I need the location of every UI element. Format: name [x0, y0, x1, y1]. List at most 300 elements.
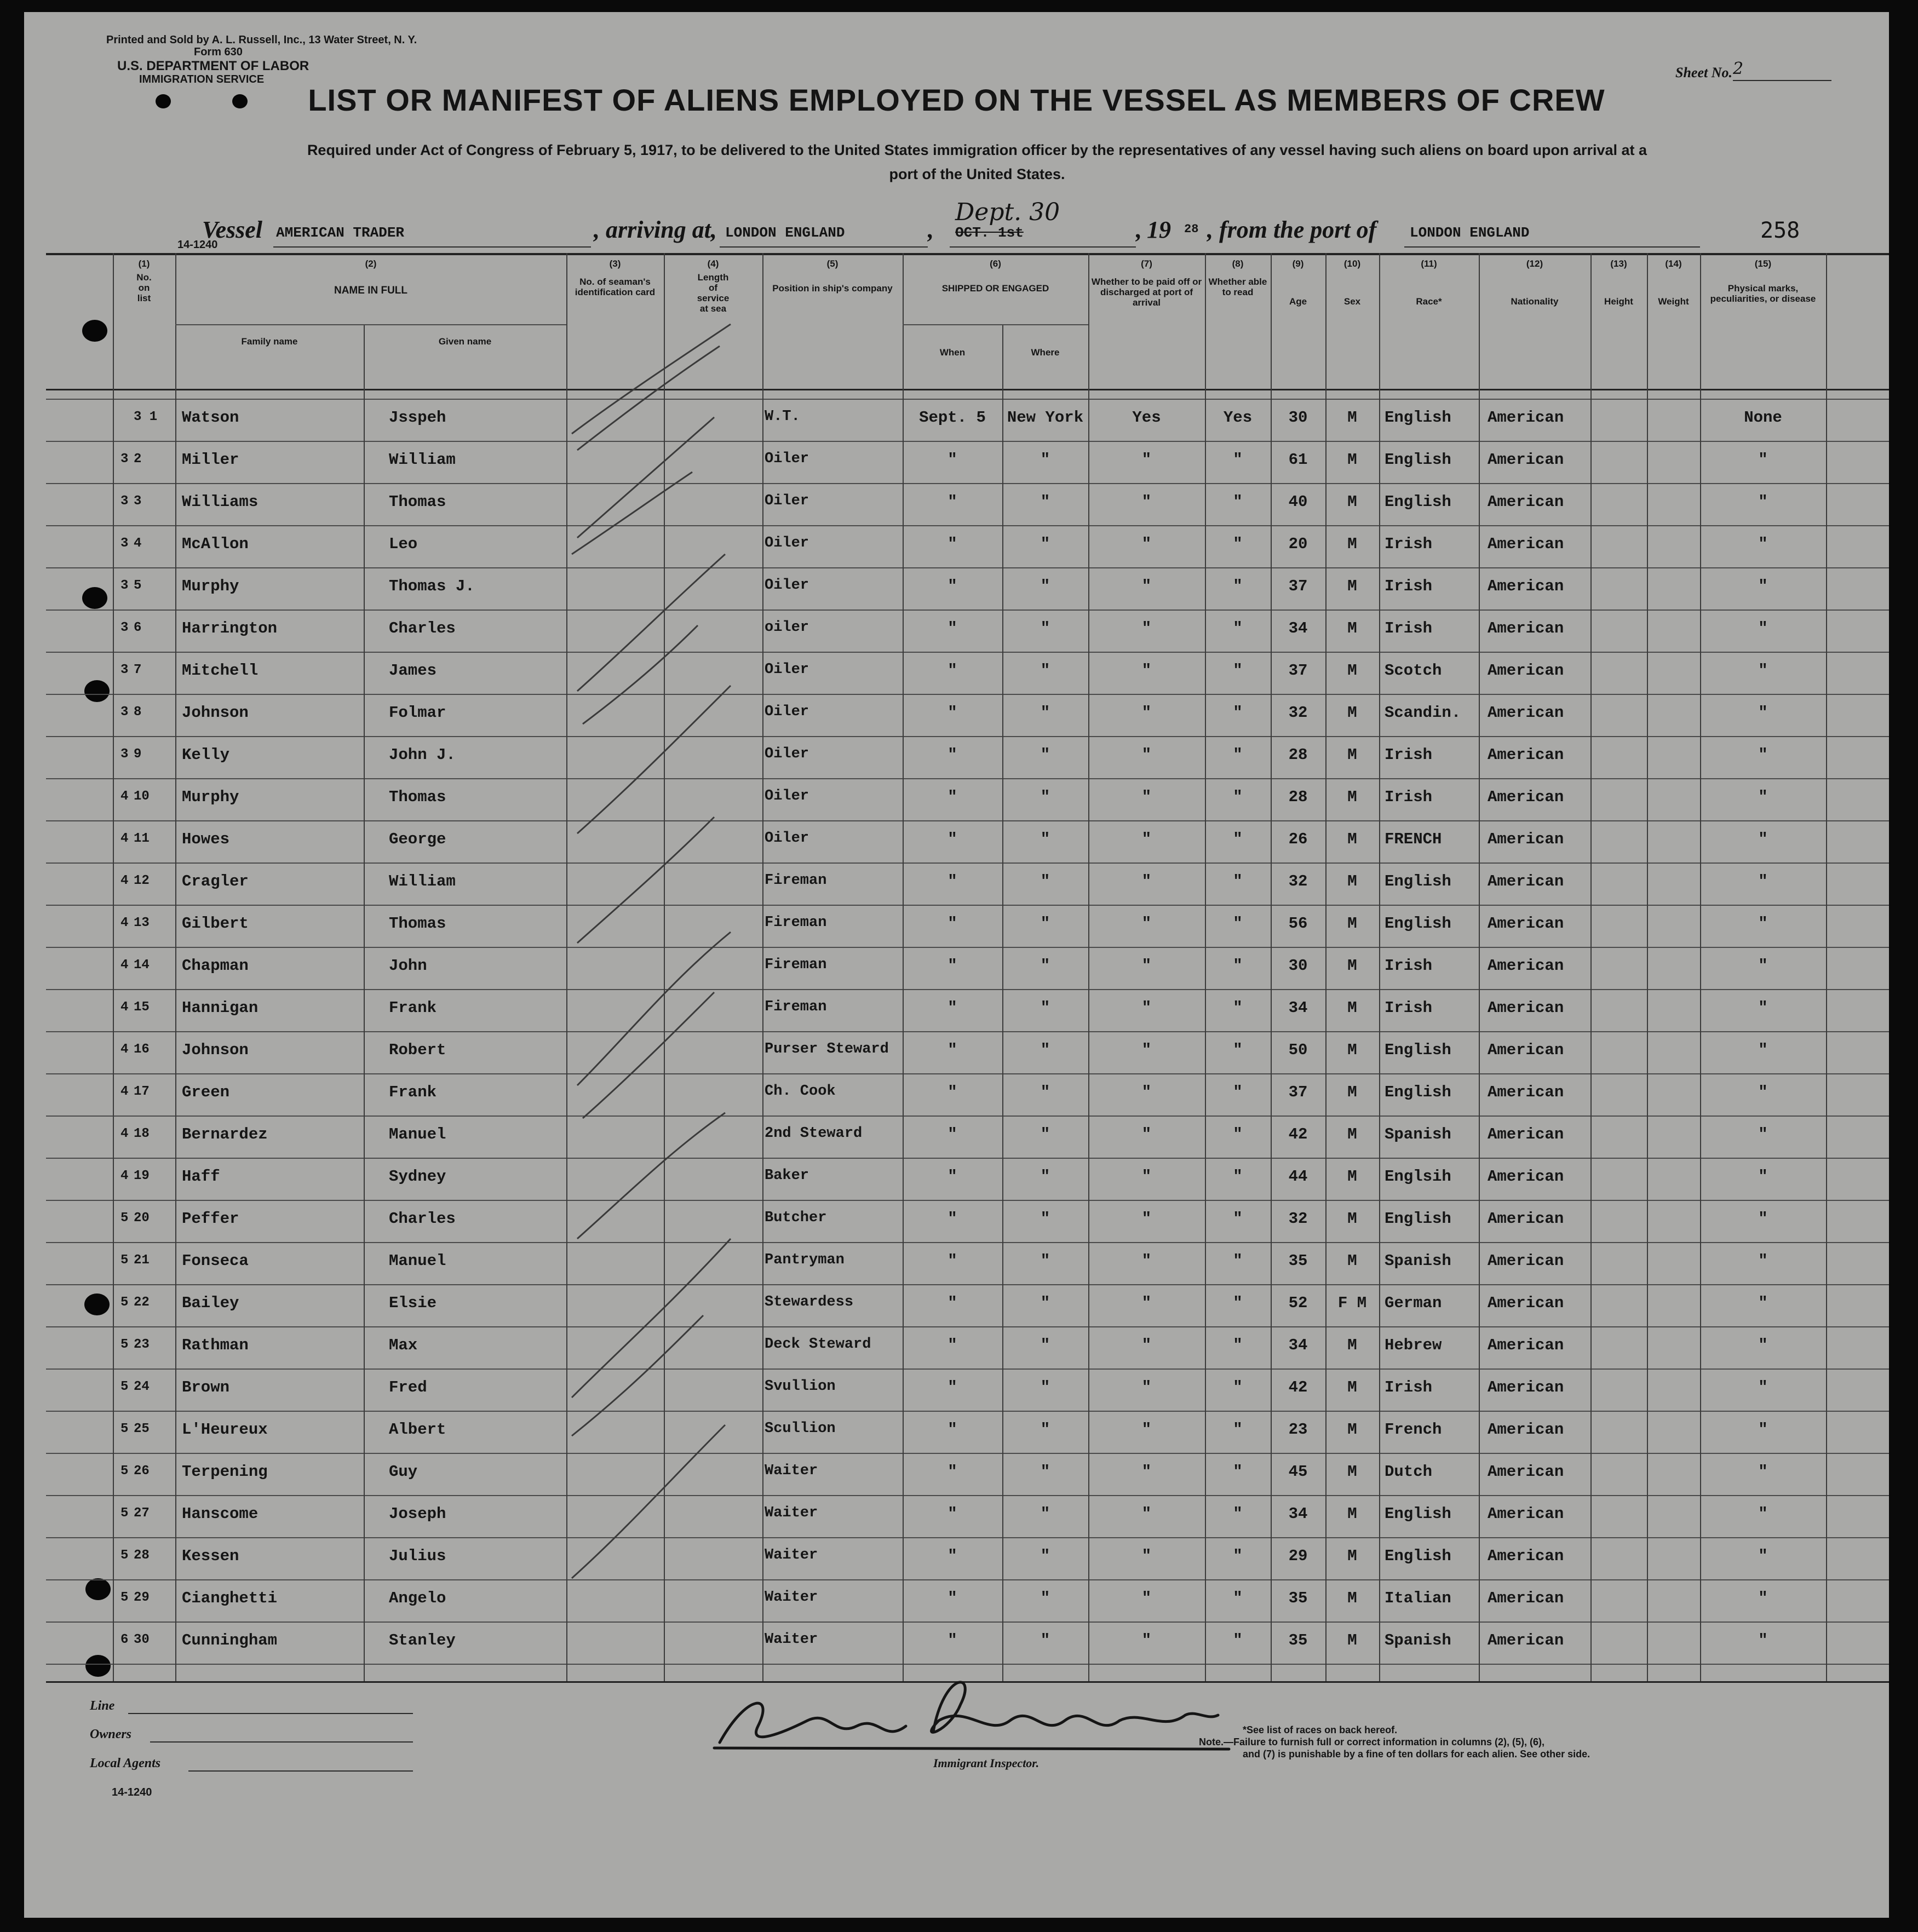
- family-name: Miller: [182, 451, 239, 469]
- age: 28: [1288, 788, 1308, 806]
- position: Oiler: [765, 830, 809, 847]
- sheet-mark: 5: [120, 1211, 129, 1226]
- position: Deck Steward: [765, 1336, 871, 1353]
- age: 32: [1288, 1210, 1308, 1228]
- given-name: Max: [389, 1336, 418, 1354]
- nationality: American: [1488, 830, 1564, 848]
- nationality: American: [1488, 1505, 1564, 1523]
- vessel-label: Vessel: [202, 216, 262, 243]
- age: 40: [1288, 493, 1308, 511]
- age: 32: [1288, 872, 1308, 890]
- col-number: (8): [1232, 258, 1244, 269]
- sex: M: [1347, 409, 1357, 427]
- shipped-when: ": [947, 1336, 957, 1354]
- col-number: (9): [1292, 258, 1304, 269]
- shipped-when: ": [947, 577, 957, 595]
- sex: M: [1347, 1631, 1357, 1649]
- given-name: Stanley: [389, 1631, 456, 1649]
- paid-off: ": [1141, 1631, 1152, 1649]
- list-number: 30: [134, 1632, 150, 1647]
- given-name: Thomas: [389, 788, 446, 806]
- age: 32: [1288, 704, 1308, 722]
- able-to-read: ": [1233, 1168, 1243, 1186]
- paid-off: ": [1141, 1252, 1152, 1270]
- nationality: American: [1488, 451, 1564, 469]
- shipped-where: ": [1040, 1421, 1050, 1439]
- position: Fireman: [765, 915, 827, 931]
- col-header-when: When: [939, 347, 966, 358]
- punch-hole: [82, 587, 107, 609]
- sheet-mark: 5: [120, 1464, 129, 1479]
- position: Butcher: [765, 1210, 827, 1226]
- age: 35: [1288, 1252, 1308, 1270]
- able-to-read: ": [1233, 915, 1243, 933]
- paid-off: ": [1141, 830, 1152, 848]
- nationality: American: [1488, 788, 1564, 806]
- col-header-position: Position in ship's company: [772, 283, 893, 294]
- position: Scullion: [765, 1421, 836, 1437]
- col-header-id-card: No. of seaman's identification card: [575, 277, 656, 297]
- shipped-where: ": [1040, 1631, 1050, 1649]
- able-to-read: ": [1233, 830, 1243, 848]
- physical-marks: ": [1758, 1083, 1768, 1101]
- family-name: Murphy: [182, 577, 239, 595]
- paid-off: ": [1141, 1083, 1152, 1101]
- given-name: James: [389, 662, 437, 680]
- sex: M: [1347, 1589, 1357, 1607]
- list-number: 7: [134, 663, 142, 677]
- family-name: Johnson: [182, 1041, 249, 1059]
- race: English: [1385, 872, 1451, 890]
- sheet-mark: 3: [120, 536, 129, 551]
- able-to-read: ": [1233, 451, 1243, 469]
- shipped-where: ": [1040, 872, 1050, 890]
- position: Pantryman: [765, 1252, 845, 1268]
- shipped-where: ": [1040, 493, 1050, 511]
- able-to-read: ": [1233, 1421, 1243, 1439]
- shipped-when: ": [947, 830, 957, 848]
- list-number: 3 1: [134, 410, 158, 424]
- nationality: American: [1488, 1378, 1564, 1396]
- paid-off: ": [1141, 1041, 1152, 1059]
- shipped-when: ": [947, 451, 957, 469]
- physical-marks: ": [1758, 1336, 1768, 1354]
- paid-off: ": [1141, 1168, 1152, 1186]
- sheet-mark: 3: [120, 747, 129, 762]
- sex: M: [1347, 1505, 1357, 1523]
- physical-marks: ": [1758, 1421, 1768, 1439]
- sex: M: [1347, 493, 1357, 511]
- race: Irish: [1385, 957, 1433, 975]
- family-name: Johnson: [182, 704, 249, 722]
- position: Waiter: [765, 1547, 818, 1563]
- position: Fireman: [765, 957, 827, 973]
- able-to-read: ": [1233, 1589, 1243, 1607]
- list-number: 19: [134, 1169, 150, 1183]
- sheet-mark: 4: [120, 916, 129, 930]
- list-number: 18: [134, 1126, 150, 1141]
- sheet-mark: 4: [120, 958, 129, 973]
- race: Irish: [1385, 746, 1433, 764]
- shipped-when: ": [947, 1463, 957, 1481]
- local-agents-label: Local Agents: [90, 1756, 161, 1770]
- inspector-signature: [703, 1660, 1262, 1764]
- shipped-when: Sept. 5: [919, 409, 986, 427]
- race: Hebrew: [1385, 1336, 1442, 1354]
- family-name: Mitchell: [182, 662, 259, 680]
- given-name: Manuel: [389, 1252, 446, 1270]
- able-to-read: ": [1233, 1125, 1243, 1143]
- given-name: Charles: [389, 619, 456, 637]
- form-id-top: 14-1240: [177, 239, 218, 251]
- able-to-read: ": [1233, 1336, 1243, 1354]
- physical-marks: ": [1758, 1210, 1768, 1228]
- physical-marks: ": [1758, 535, 1768, 553]
- position: Oiler: [765, 451, 809, 467]
- nationality: American: [1488, 872, 1564, 890]
- physical-marks: ": [1758, 1547, 1768, 1565]
- paid-off: ": [1141, 999, 1152, 1017]
- physical-marks: ": [1758, 619, 1768, 637]
- given-name: Elsie: [389, 1294, 437, 1312]
- list-number: 3: [134, 494, 142, 509]
- able-to-read: ": [1233, 788, 1243, 806]
- sex: M: [1347, 1041, 1357, 1059]
- nationality: American: [1488, 619, 1564, 637]
- shipped-when: ": [947, 1210, 957, 1228]
- col-header-physical-marks: Physical marks, peculiarities, or disease: [1710, 283, 1816, 304]
- sheet-mark: 3: [120, 494, 129, 509]
- paid-off: ": [1141, 957, 1152, 975]
- comma: ,: [1136, 216, 1142, 243]
- shipped-where: ": [1040, 1083, 1050, 1101]
- sheet-mark: 3: [120, 663, 129, 677]
- col-number: (3): [609, 258, 621, 269]
- nationality: American: [1488, 662, 1564, 680]
- physical-marks: ": [1758, 493, 1768, 511]
- family-name: Brown: [182, 1378, 230, 1396]
- able-to-read: ": [1233, 1505, 1243, 1523]
- age: 50: [1288, 1041, 1308, 1059]
- age: 37: [1288, 662, 1308, 680]
- nationality: American: [1488, 1463, 1564, 1481]
- list-number: 28: [134, 1548, 150, 1563]
- given-name: Charles: [389, 1210, 456, 1228]
- sex: M: [1347, 788, 1357, 806]
- physical-marks: ": [1758, 1294, 1768, 1312]
- nationality: American: [1488, 1041, 1564, 1059]
- given-name: Leo: [389, 535, 418, 553]
- sex: M: [1347, 915, 1357, 933]
- sex: M: [1347, 1125, 1357, 1143]
- able-to-read: ": [1233, 1083, 1243, 1101]
- arriving-label: , arriving at,: [594, 216, 717, 243]
- shipped-where: ": [1040, 1294, 1050, 1312]
- age: 34: [1288, 999, 1308, 1017]
- shipped-when: ": [947, 493, 957, 511]
- race: English: [1385, 915, 1451, 933]
- sex: M: [1347, 957, 1357, 975]
- col-number: (7): [1141, 258, 1152, 269]
- shipped-when: ": [947, 1505, 957, 1523]
- paid-off: ": [1141, 1589, 1152, 1607]
- able-to-read: ": [1233, 746, 1243, 764]
- physical-marks: ": [1758, 957, 1768, 975]
- able-to-read: ": [1233, 1294, 1243, 1312]
- punch-hole: [84, 1293, 110, 1315]
- col-number: (5): [826, 258, 839, 269]
- age: 42: [1288, 1125, 1308, 1143]
- shipped-when: ": [947, 1378, 957, 1396]
- sheet-mark: 3: [120, 578, 129, 593]
- shipped-where: ": [1040, 1336, 1050, 1354]
- race: Spanish: [1385, 1252, 1451, 1270]
- race: FRENCH: [1385, 830, 1442, 848]
- list-number: 26: [134, 1464, 150, 1479]
- list-number: 29: [134, 1590, 150, 1605]
- physical-marks: ": [1758, 746, 1768, 764]
- race: Spanish: [1385, 1631, 1451, 1649]
- shipped-where: ": [1040, 1589, 1050, 1607]
- able-to-read: ": [1233, 1631, 1243, 1649]
- shipped-when: ": [947, 746, 957, 764]
- given-name: Fred: [389, 1378, 427, 1396]
- nationality: American: [1488, 577, 1564, 595]
- sheet-mark: 3: [120, 620, 129, 635]
- age: 20: [1288, 535, 1308, 553]
- from-port-label: , from the port of: [1207, 216, 1377, 243]
- family-name: Murphy: [182, 788, 239, 806]
- position: Ch. Cook: [765, 1083, 836, 1100]
- nationality: American: [1488, 1294, 1564, 1312]
- shipped-where: ": [1040, 830, 1050, 848]
- able-to-read: ": [1233, 872, 1243, 890]
- position: Waiter: [765, 1631, 818, 1648]
- sheet-mark: 4: [120, 1169, 129, 1183]
- physical-marks: ": [1758, 662, 1768, 680]
- sex: M: [1347, 535, 1357, 553]
- physical-marks: ": [1758, 915, 1768, 933]
- col-number: (11): [1421, 258, 1437, 269]
- race: English: [1385, 1083, 1451, 1101]
- race: Irish: [1385, 999, 1433, 1017]
- shipped-where: ": [1040, 577, 1050, 595]
- shipped-when: ": [947, 1083, 957, 1101]
- age: 35: [1288, 1631, 1308, 1649]
- paid-off: ": [1141, 746, 1152, 764]
- shipped-when: ": [947, 1421, 957, 1439]
- sheet-mark: 5: [120, 1295, 129, 1310]
- col-header-able-to-read: Whether able to read: [1208, 277, 1267, 297]
- position: 2nd Steward: [765, 1125, 863, 1142]
- sex: M: [1347, 1336, 1357, 1354]
- race: English: [1385, 493, 1451, 511]
- paid-off: ": [1141, 1125, 1152, 1143]
- requirement-line-2: port of the United States.: [889, 166, 1065, 182]
- shipped-where: ": [1040, 915, 1050, 933]
- given-name: Joseph: [389, 1505, 446, 1523]
- able-to-read: ": [1233, 577, 1243, 595]
- inspector-label: Immigrant Inspector.: [933, 1756, 1040, 1770]
- position: Oiler: [765, 577, 809, 594]
- shipped-when: ": [947, 1041, 957, 1059]
- list-number: 25: [134, 1422, 150, 1436]
- position: Oiler: [765, 704, 809, 720]
- given-name: Frank: [389, 999, 437, 1017]
- sex: M: [1347, 1421, 1357, 1439]
- given-name: Robert: [389, 1041, 446, 1059]
- sheet-mark: 5: [120, 1506, 129, 1521]
- col-number: (15): [1754, 258, 1772, 269]
- col-number: (14): [1665, 258, 1682, 269]
- position: Fireman: [765, 872, 827, 889]
- typed-date-struck: OCT. 1st: [955, 225, 1024, 241]
- year-suffix: 28: [1184, 222, 1199, 236]
- race: English: [1385, 1210, 1451, 1228]
- shipped-where: ": [1040, 1252, 1050, 1270]
- shipped-when: ": [947, 957, 957, 975]
- sheet-mark: 3: [120, 452, 129, 467]
- physical-marks: ": [1758, 577, 1768, 595]
- list-number: 11: [134, 831, 150, 846]
- shipped-when: ": [947, 1547, 957, 1565]
- family-name: Fonseca: [182, 1252, 249, 1270]
- shipped-when: ": [947, 1125, 957, 1143]
- paid-off: ": [1141, 872, 1152, 890]
- sheet-mark: 3: [120, 705, 129, 720]
- list-number: 9: [134, 747, 142, 762]
- able-to-read: ": [1233, 1463, 1243, 1481]
- paid-off: ": [1141, 1294, 1152, 1312]
- nationality: American: [1488, 535, 1564, 553]
- given-name: George: [389, 830, 446, 848]
- col-header-list-no: No. on list: [136, 272, 152, 303]
- sheet-mark: 6: [120, 1632, 129, 1647]
- paid-off: Yes: [1132, 409, 1161, 427]
- race: Scandin.: [1385, 704, 1461, 722]
- paid-off: ": [1141, 704, 1152, 722]
- family-name: Howes: [182, 830, 230, 848]
- position: W.T.: [765, 409, 800, 425]
- race: Irish: [1385, 1378, 1433, 1396]
- owners-label: Owners: [90, 1727, 132, 1741]
- age: 26: [1288, 830, 1308, 848]
- family-name: Cunningham: [182, 1631, 278, 1649]
- family-name: Watson: [182, 409, 239, 427]
- col-header-height: Height: [1604, 296, 1633, 307]
- nationality: American: [1488, 999, 1564, 1017]
- given-name: William: [389, 872, 456, 890]
- shipped-when: ": [947, 1252, 957, 1270]
- shipped-where: New York: [1007, 409, 1084, 427]
- age: 34: [1288, 619, 1308, 637]
- position: Waiter: [765, 1589, 818, 1606]
- sex: M: [1347, 619, 1357, 637]
- col-header-sex: Sex: [1343, 296, 1361, 307]
- shipped-where: ": [1040, 746, 1050, 764]
- list-number: 4: [134, 536, 142, 551]
- physical-marks: ": [1758, 1252, 1768, 1270]
- sex: M: [1347, 577, 1357, 595]
- family-name: Hanscome: [182, 1505, 259, 1523]
- service-name: IMMIGRATION SERVICE: [139, 73, 265, 85]
- nationality: American: [1488, 1083, 1564, 1101]
- sheet-mark: 5: [120, 1548, 129, 1563]
- paid-off: ": [1141, 619, 1152, 637]
- race: English: [1385, 1547, 1451, 1565]
- age: 29: [1288, 1547, 1308, 1565]
- sheet-mark: 5: [120, 1253, 129, 1268]
- age: 30: [1288, 409, 1308, 427]
- age: 34: [1288, 1505, 1308, 1523]
- col-header-name: NAME IN FULL: [334, 285, 408, 296]
- sheet-mark: 4: [120, 789, 129, 804]
- col-header-weight: Weight: [1658, 296, 1689, 307]
- paid-off: ": [1141, 1421, 1152, 1439]
- sex: M: [1347, 1463, 1357, 1481]
- age: 28: [1288, 746, 1308, 764]
- able-to-read: ": [1233, 957, 1243, 975]
- shipped-when: ": [947, 1631, 957, 1649]
- nationality: American: [1488, 1589, 1564, 1607]
- year-prefix: 19: [1147, 216, 1171, 243]
- age: 34: [1288, 1336, 1308, 1354]
- paid-off: ": [1141, 1336, 1152, 1354]
- col-number: (2): [365, 258, 377, 269]
- physical-marks: ": [1758, 999, 1768, 1017]
- family-name: Cragler: [182, 872, 249, 890]
- paid-off: ": [1141, 788, 1152, 806]
- sheet-mark: 5: [120, 1337, 129, 1352]
- sex: M: [1347, 1547, 1357, 1565]
- list-number: 17: [134, 1084, 150, 1099]
- list-number: 12: [134, 873, 150, 888]
- physical-marks: ": [1758, 1589, 1768, 1607]
- given-name: Guy: [389, 1463, 418, 1481]
- col-header-given-name: Given name: [438, 336, 492, 347]
- paid-off: ": [1141, 662, 1152, 680]
- sheet-mark: 4: [120, 873, 129, 888]
- given-name: Manuel: [389, 1125, 446, 1143]
- sex: M: [1347, 872, 1357, 890]
- paid-off: ": [1141, 1210, 1152, 1228]
- penalty-note-2: and (7) is punishable by a fine of ten dollars for each alien. See other side.: [1243, 1749, 1590, 1760]
- shipped-when: ": [947, 704, 957, 722]
- sheet-mark: 4: [120, 831, 129, 846]
- age: 35: [1288, 1589, 1308, 1607]
- able-to-read: ": [1233, 662, 1243, 680]
- family-name: McAllon: [182, 535, 249, 553]
- paid-off: ": [1141, 915, 1152, 933]
- race: Englsih: [1385, 1168, 1451, 1186]
- family-name: Kelly: [182, 746, 230, 764]
- able-to-read: ": [1233, 1378, 1243, 1396]
- nationality: American: [1488, 1421, 1564, 1439]
- comma: ,: [928, 216, 934, 243]
- list-number: 23: [134, 1337, 150, 1352]
- shipped-where: ": [1040, 1210, 1050, 1228]
- nationality: American: [1488, 1168, 1564, 1186]
- nationality: American: [1488, 1252, 1564, 1270]
- family-name: Terpening: [182, 1463, 268, 1481]
- vessel-name: AMERICAN TRADER: [276, 225, 405, 241]
- age: 37: [1288, 1083, 1308, 1101]
- race: Spanish: [1385, 1125, 1451, 1143]
- list-number: 20: [134, 1211, 150, 1226]
- given-name: John: [389, 957, 427, 975]
- race: English: [1385, 451, 1451, 469]
- list-number: 13: [134, 916, 150, 930]
